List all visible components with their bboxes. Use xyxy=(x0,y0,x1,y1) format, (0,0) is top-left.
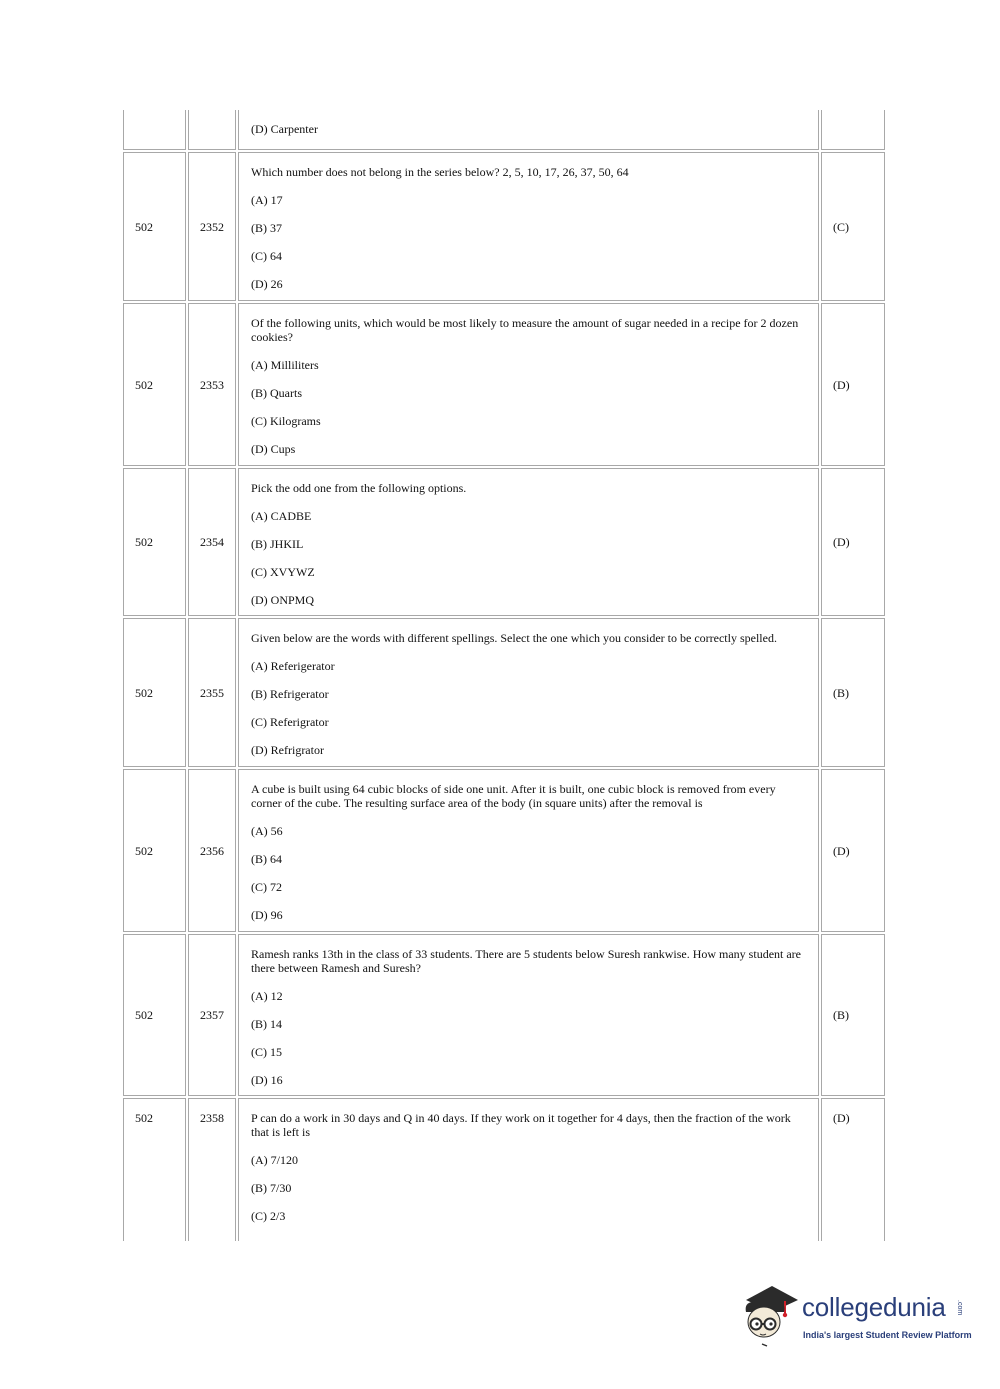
answer: (C) xyxy=(833,219,849,234)
question-number-cell xyxy=(188,110,236,150)
question-cell xyxy=(238,152,819,301)
table-row xyxy=(121,468,887,616)
paper-code: 502 xyxy=(135,377,153,392)
answer: (D) xyxy=(833,377,850,392)
option-b: (B) 37 xyxy=(251,221,282,235)
question-number-cell xyxy=(188,1098,236,1241)
option-a: (A) 12 xyxy=(251,989,283,1003)
question-number: 2356 xyxy=(200,843,224,858)
question-cell xyxy=(238,303,819,466)
logo-wordmark: collegedunia xyxy=(802,1292,946,1322)
paper-code-cell xyxy=(123,934,186,1096)
question-text: Given below are the words with different spellings. Select the one which you consider to be correctly spelled. xyxy=(251,631,777,645)
option-d: (D) 96 xyxy=(251,908,283,922)
question-number-cell xyxy=(188,618,236,767)
question-number: 2352 xyxy=(200,219,224,234)
question-number: 2354 xyxy=(200,535,224,549)
paper-code: 502 xyxy=(135,1008,153,1022)
table-row xyxy=(121,769,887,932)
option-b: (B) Refrigerator xyxy=(251,687,329,701)
answer: (D) xyxy=(833,535,850,549)
option-d: (D) 26 xyxy=(251,277,283,291)
option-d: (D) Cups xyxy=(251,442,296,456)
answer-cell xyxy=(821,303,885,466)
paper-code-cell xyxy=(123,303,186,466)
answer-cell xyxy=(821,110,885,150)
option-a: (A) CADBE xyxy=(251,509,312,523)
paper-code-cell xyxy=(123,152,186,301)
table-row xyxy=(121,303,887,466)
question-number-cell xyxy=(188,152,236,301)
table-row xyxy=(121,152,887,301)
question-number-cell xyxy=(188,934,236,1096)
question-number: 2357 xyxy=(200,1008,224,1022)
answer-cell xyxy=(821,468,885,616)
table-row xyxy=(121,618,887,767)
question-number-cell xyxy=(188,303,236,466)
option-a: (A) 17 xyxy=(251,193,283,207)
question-cell xyxy=(238,468,819,616)
mascot-icon xyxy=(740,1282,802,1348)
paper-code-cell xyxy=(123,110,186,150)
paper-code: 502 xyxy=(135,535,153,549)
logo-suffix: .com xyxy=(956,1300,963,1316)
option-c: (C) XVYWZ xyxy=(251,565,315,579)
option-b: (B) 7/30 xyxy=(251,1181,292,1195)
question-cell xyxy=(238,110,819,150)
option-d: (D) Carpenter xyxy=(251,122,318,136)
question-number-cell xyxy=(188,468,236,616)
option-a: (A) Milliliters xyxy=(251,358,319,372)
option-c: (C) Kilograms xyxy=(251,414,321,428)
table-row xyxy=(121,110,887,150)
option-c: (C) 2/3 xyxy=(251,1209,286,1223)
question-table xyxy=(121,110,887,1241)
paper-code: 502 xyxy=(135,685,153,700)
question-text: A cube is built using 64 cubic blocks of side one unit. After it is built, one cubic block is removed from every corner of the cube. The resulting surface area of the body (in square units) after the removal is xyxy=(251,782,776,810)
answer-cell xyxy=(821,934,885,1096)
option-b: (B) Quarts xyxy=(251,386,302,400)
logo-tagline: India's largest Student Review Platform xyxy=(803,1330,972,1340)
question-text: Pick the odd one from the following options. xyxy=(251,481,467,495)
paper-code: 502 xyxy=(135,219,153,234)
answer: (B) xyxy=(833,685,849,700)
question-text: P can do a work in 30 days and Q in 40 days. If they work on it together for 4 days, then the fraction of the work that is left is xyxy=(251,1111,791,1139)
option-a: (A) 56 xyxy=(251,824,283,838)
option-d: (D) Refrigrator xyxy=(251,743,324,757)
option-c: (C) 15 xyxy=(251,1045,282,1059)
option-b: (B) 64 xyxy=(251,852,282,866)
option-d: (D) ONPMQ xyxy=(251,593,314,607)
answer: (B) xyxy=(833,1008,849,1022)
option-c: (C) 64 xyxy=(251,249,282,263)
question-text: Ramesh ranks 13th in the class of 33 students. There are 5 students below Suresh rankwise. How many student are there between Ramesh and Suresh? xyxy=(251,947,801,975)
question-number: 2358 xyxy=(200,1111,224,1125)
answer-cell xyxy=(821,152,885,301)
paper-code-cell xyxy=(123,618,186,767)
answer-cell xyxy=(821,769,885,932)
table-row xyxy=(121,1098,887,1241)
question-number: 2353 xyxy=(200,377,224,392)
option-c: (C) 72 xyxy=(251,880,282,894)
answer: (D) xyxy=(833,1111,850,1125)
paper-code: 502 xyxy=(135,843,153,858)
answer-cell xyxy=(821,1098,885,1241)
question-number: 2355 xyxy=(200,685,224,700)
option-b: (B) JHKIL xyxy=(251,537,304,551)
question-text: Which number does not belong in the series below? 2, 5, 10, 17, 26, 37, 50, 64 xyxy=(251,165,629,179)
question-text: Of the following units, which would be most likely to measure the amount of sugar needed in a recipe for 2 dozen cookies? xyxy=(251,316,799,344)
paper-code-cell xyxy=(123,468,186,616)
question-cell xyxy=(238,618,819,767)
option-d: (D) 16 xyxy=(251,1073,283,1087)
answer: (D) xyxy=(833,843,850,858)
option-c: (C) Referigrator xyxy=(251,715,329,729)
paper-code-cell xyxy=(123,1098,186,1241)
question-cell xyxy=(238,934,819,1096)
option-a: (A) Referigerator xyxy=(251,659,335,673)
paper-code: 502 xyxy=(135,1111,153,1125)
table-row xyxy=(121,934,887,1096)
question-cell xyxy=(238,1098,819,1241)
option-b: (B) 14 xyxy=(251,1017,282,1031)
paper-code-cell xyxy=(123,769,186,932)
collegedunia-logo xyxy=(740,1282,970,1352)
option-a: (A) 7/120 xyxy=(251,1153,298,1167)
question-number-cell xyxy=(188,769,236,932)
answer-cell xyxy=(821,618,885,767)
question-cell xyxy=(238,769,819,932)
